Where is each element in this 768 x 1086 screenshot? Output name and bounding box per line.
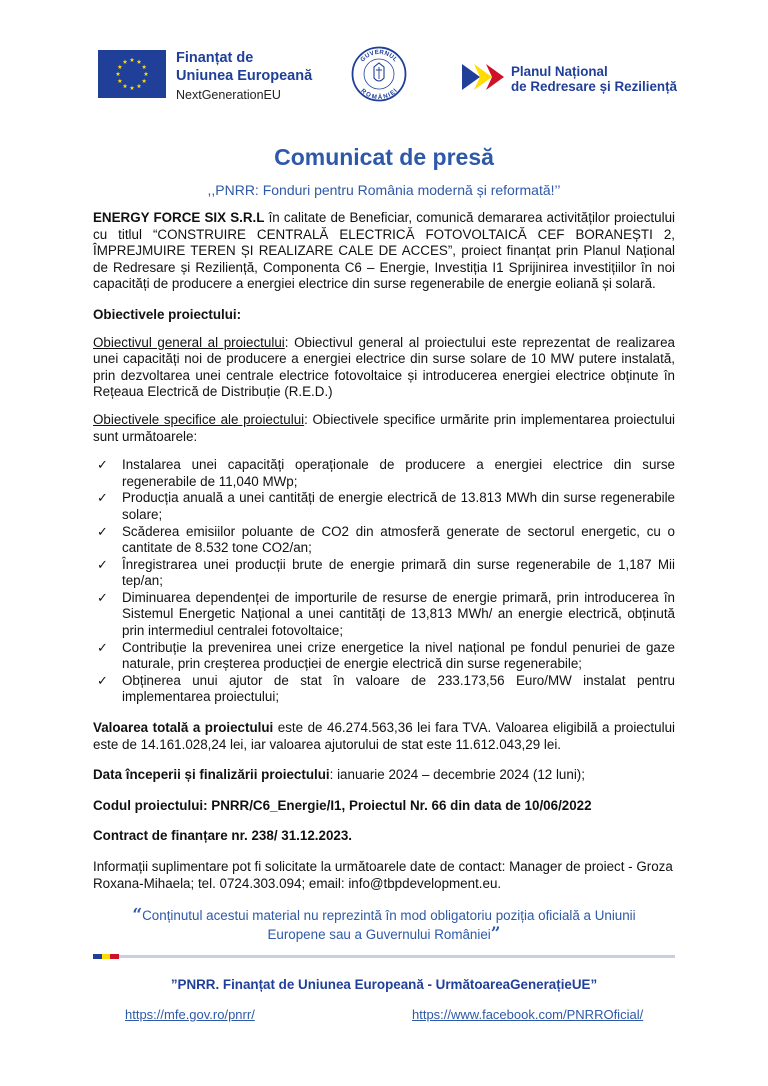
disclaimer: [112, 906, 656, 944]
checkmark-icon: ✓: [97, 556, 108, 572]
objectives-heading: Obiectivele proiectului:: [93, 306, 242, 322]
specific-objectives-label: Obiectivele specifice ale proiectului: [93, 411, 305, 427]
list-item: [93, 673, 675, 706]
specific-objectives-text: : Obiectivele specifice urmărite prin implementarea proiectului sunt următoarele:: [93, 411, 675, 444]
close-quote: ”: [490, 924, 501, 944]
press-release-body: [93, 210, 675, 906]
checkmark-icon: ✓: [97, 639, 108, 655]
footer-divider: [93, 955, 675, 958]
specific-objectives-paragraph: [93, 412, 675, 445]
eu-funding-logo-text: [176, 49, 312, 104]
mfe-pnrr-link[interactable]: https://mfe.gov.ro/pnrr/: [125, 1007, 255, 1022]
pnrr-logo-text: [511, 64, 677, 94]
general-objective-paragraph: [93, 335, 675, 401]
pnrr-line-2: de Redresare și Reziliență: [511, 79, 677, 94]
seal-top-text: GUVERNUL: [359, 48, 399, 64]
eu-line-3: NextGenerationEU: [176, 88, 281, 102]
list-item: [93, 640, 675, 673]
eu-line-1: Finanțat de: [176, 50, 254, 66]
government-seal-icon: [351, 46, 407, 102]
project-code: Codul proiectului: PNRR/C6_Energie/I1, Proiectul Nr. 66 din data de 10/06/2022: [93, 797, 592, 813]
divider-flag-accent-icon: [93, 954, 119, 959]
pnrr-logo-icon: [460, 62, 506, 92]
page-title: Comunicat de presă: [274, 144, 494, 170]
list-item: [93, 490, 675, 523]
open-quote: “: [132, 905, 143, 925]
project-value-label: Valoarea totală a proiectului: [93, 720, 274, 736]
specific-objectives-list: [93, 457, 675, 706]
contact-info: Informații suplimentare pot fi solicitate la următoarele date de contact: Manager de proiect - Groza Roxana-Mihaela; tel. 0724.303.094; email: info@tbpdevelopment.eu.: [93, 859, 673, 891]
eu-flag-icon: [98, 50, 166, 98]
svg-text:ROMÂNIEI: [359, 87, 399, 101]
general-objective-text: : Obiectivul general al proiectului este reprezentat de realizarea unei capacități noi de producere a energiei electrice din surse solare de 10 MW putere instalată, prin dezvoltarea unei centrale electrice fotovoltaice și introducerea energiei electrice obținute în Rețeaua Electrică de Distribuție (R.E.D.): [93, 334, 675, 400]
list-item-text: Înregistrarea unei producții brute de energie primară din surse regenerabile de 1,187 Mii tep/an;: [122, 556, 675, 589]
list-item: [93, 557, 675, 590]
checkmark-icon: ✓: [97, 523, 108, 539]
list-item-text: Scăderea emisiilor poluante de CO2 din atmosferă generate de sectorul energetic, cu o cantitate de 8.532 tone CO2/an;: [122, 523, 675, 556]
general-objective-label: Obiectivul general al proiectului: [93, 334, 285, 350]
seal-bottom-text: ROMÂNIEI: [359, 87, 399, 102]
list-item-text: Obținerea unui ajutor de stat în valoare de 233.173,56 Euro/MW instalat pentru implementarea proiectului;: [122, 672, 675, 705]
list-item-text: Producția anuală a unei cantități de energie electrică de 13.813 MWh din surse regenerabile solare;: [122, 490, 675, 522]
intro-paragraph: [93, 210, 675, 293]
checkmark-icon: ✓: [97, 457, 108, 473]
financing-contract: Contract de finanțare nr. 238/ 31.12.2023.: [93, 828, 353, 844]
footer-slogan: ”PNRR. Finanțat de Uniunea Europeană - UrmătoareaGenerațieUE”: [170, 977, 598, 992]
checkmark-icon: ✓: [97, 672, 108, 688]
project-value-paragraph: [93, 720, 675, 753]
disclaimer-text: Conținutul acestui material nu reprezintă în mod obligatoriu poziția oficială a Uniunii Europene sau a Guvernului României: [142, 908, 636, 942]
project-value-text: este de 46.274.563,36 lei fara TVA. Valoarea eligibilă a proiectului este de 14.161.028,24 lei, iar valoarea ajutorului de stat este 11.612.043,29 lei.: [93, 720, 675, 752]
page-subtitle: ,,PNRR: Fonduri pentru România modernă și reformată!’’: [207, 182, 561, 198]
list-item: [93, 457, 675, 490]
list-item-text: Instalarea unei capacități operaționale de producere a energiei electrice din surse regenerabile de 11,040 MWp;: [122, 457, 675, 489]
intro-text: în calitate de Beneficiar, comunică demararea activităților proiectului cu titlul “CONSTRUIRE CENTRALĂ ELECTRICĂ FOTOVOLTAICĂ CEF BORANEȘTI 2, ÎMPREJMUIRE TEREN ȘI REALIZARE CALE DE ACCES”, proiect finanțat prin Planul Național de Redresare și Reziliență, Componenta C6 – Energie, Investiția I1 Sprijinirea investițiilor în noi capacități de producere a energiei electrice din surse regenerabile de energie eoliană și solară.: [93, 210, 675, 292]
eu-line-2: Uniunea Europeană: [176, 68, 313, 84]
list-item-text: Diminuarea dependenței de importurile de resurse de energie primară, prin introducerea în Sistemul Energetic Național a unei cantități de 13,813 MWh/ an energie electrică, obținută prin intermediul centralei fotovoltaice;: [122, 589, 675, 639]
list-item-text: Contribuție la prevenirea unei crize energetice la nivel național pe fondul penuriei de gaze naturale, prin creșterea producției de energie electrică din surse regenerabile;: [122, 639, 675, 672]
checkmark-icon: ✓: [97, 490, 108, 506]
project-dates-text: : ianuarie 2024 – decembrie 2024 (12 luni);: [329, 767, 585, 783]
facebook-pnrr-link[interactable]: https://www.facebook.com/PNRROficial/: [412, 1007, 644, 1022]
beneficiary-name: ENERGY FORCE SIX S.R.L: [93, 210, 265, 225]
list-item: [93, 590, 675, 640]
project-dates-label: Data începerii și finalizării proiectului: [93, 767, 330, 783]
pnrr-line-1: Planul Național: [511, 64, 608, 79]
checkmark-icon: ✓: [97, 589, 108, 605]
project-dates-paragraph: [93, 767, 675, 784]
list-item: [93, 524, 675, 557]
